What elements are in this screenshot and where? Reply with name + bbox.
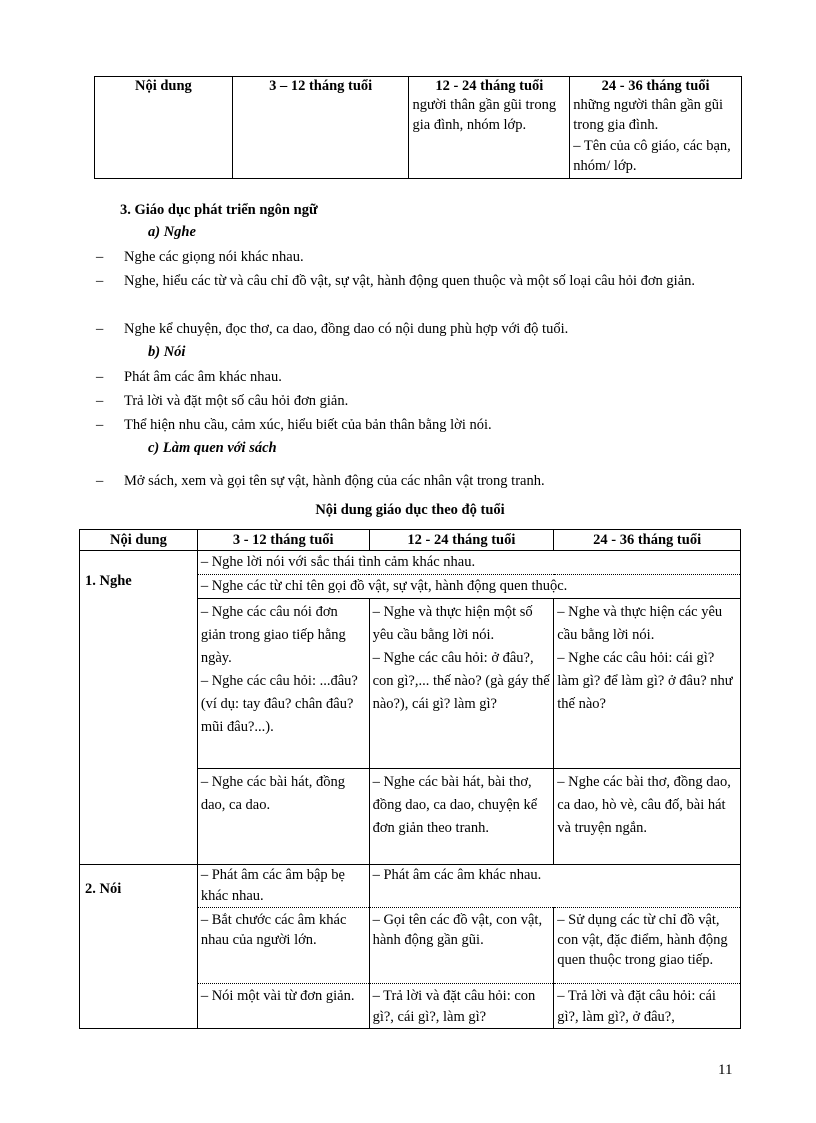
list-item-text: Nghe các giọng nói khác nhau.: [124, 249, 304, 265]
cell-text: – Nghe các câu hỏi: ...đâu? (ví dụ: tay đâu? chân đâu? mũi đâu?...).: [200, 673, 358, 735]
dash-bullet: –: [96, 393, 104, 409]
table-cell: [369, 599, 554, 769]
section-title: 3. Giáo dục phát triển ngôn ngữ: [120, 202, 318, 218]
cell-text: – Nghe các câu hỏi: ở đâu?, con gì?,... thế nào? (gà gáy thế nào?), cái gì? làm gì?: [372, 650, 550, 712]
cell-text: – Nghe và thực hiện một số yêu cầu bằng lời nói.: [372, 604, 533, 643]
cell-text: – Nghe lời nói với sắc thái tình cảm khác nhau.: [200, 554, 476, 570]
table-cell: [554, 599, 741, 769]
dash-bullet: –: [96, 249, 104, 265]
table-cell: [369, 769, 554, 865]
list-item-text: Thể hiện nhu cầu, cảm xúc, hiểu biết của bản thân bằng lời nói.: [124, 417, 492, 433]
dash-bullet: –: [96, 321, 104, 337]
list-item: [96, 390, 740, 412]
list-item-text: Nghe, hiểu các từ và câu chỉ đồ vật, sự vật, hành động quen thuộc và một số loại câu hỏi đơn giản.: [124, 273, 696, 289]
cell-text: – Bắt chước các âm khác nhau của người lớn.: [200, 912, 347, 948]
subsection-b-title: b) Nói: [148, 344, 186, 360]
continued-table: [94, 76, 742, 179]
cell-text: – Nghe các bài hát, bài thơ, đồng dao, ca dao, chuyện kể đơn giản theo tranh.: [372, 774, 538, 836]
top-header-3-12: [232, 77, 409, 179]
table-cell: [197, 575, 740, 599]
top-cell-24-36: [570, 77, 742, 179]
dash-bullet: –: [96, 273, 104, 289]
list-item-text: Nghe kể chuyện, đọc thơ, ca dao, đồng dao có nội dung phù hợp với độ tuổi.: [124, 321, 569, 337]
page-number: 11: [718, 1062, 733, 1078]
cell-text: – Trả lời và đặt câu hỏi: cái gì?, làm gì?, ở đâu?,: [557, 988, 716, 1025]
table-row: [80, 551, 741, 575]
table-cell: [197, 865, 369, 908]
row-label-nghe: [80, 551, 198, 865]
list-item: [96, 414, 740, 436]
cell-text: – Nghe các câu nói đơn giản trong giao tiếp hằng ngày.: [200, 604, 346, 666]
dash-bullet: –: [96, 369, 104, 385]
cell-text: – Sử dụng các từ chỉ đồ vật, con vật, đặc điểm, hành động quen thuộc trong giao tiếp.: [557, 912, 728, 968]
cell-text: người thân gần gũi trong gia đình, nhóm lớp.: [412, 97, 557, 133]
row-label-text: 2. Nói: [85, 881, 122, 897]
dash-bullet: –: [96, 473, 104, 489]
header-label: 24 - 36 tháng tuổi: [601, 78, 710, 94]
header-cell: 24 - 36 tháng tuổi: [554, 530, 741, 551]
list-item: [96, 318, 740, 340]
header-cell: Nội dung: [80, 530, 198, 551]
list-item: [96, 366, 740, 388]
table-cell: [197, 984, 369, 1029]
subsection-a-title: a) Nghe: [148, 224, 196, 240]
list-item: [96, 246, 740, 268]
cell-text: những người thân gần gũi trong gia đình.: [573, 97, 724, 133]
table-cell: [554, 984, 741, 1029]
cell-text: – Nói một vài từ đơn giản.: [200, 988, 355, 1004]
row-label-noi: [80, 865, 198, 1029]
header-cell: 3 - 12 tháng tuổi: [197, 530, 369, 551]
table-cell: [197, 551, 740, 575]
table-cell: [369, 984, 554, 1029]
header-label: Nội dung: [134, 78, 192, 94]
table-cell: [554, 769, 741, 865]
table-cell: [197, 908, 369, 984]
cell-text: – Tên của cô giáo, các bạn, nhóm/ lớp.: [573, 138, 731, 174]
header-cell: 12 - 24 tháng tuổi: [369, 530, 554, 551]
cell-text: – Nghe các câu hỏi: cái gì? làm gì? để làm gì? ở đâu? như thế nào?: [557, 650, 733, 712]
cell-text: – Nghe các từ chỉ tên gọi đồ vật, sự vật, hành động quen thuộc.: [200, 578, 568, 594]
list-item-text: Phát âm các âm khác nhau.: [124, 369, 282, 385]
list-item-text: Mở sách, xem và gọi tên sự vật, hành động của các nhân vật trong tranh.: [124, 473, 545, 489]
table-header-row: [80, 530, 741, 551]
table-cell: [197, 599, 369, 769]
cell-text: – Nghe và thực hiện các yêu cầu bằng lời nói.: [557, 604, 723, 643]
cell-text: – Phát âm các âm khác nhau.: [372, 867, 542, 883]
top-cell-12-24: [409, 77, 570, 179]
cell-text: – Gọi tên các đồ vật, con vật, hành động gần gũi.: [372, 912, 543, 948]
table-cell: [369, 865, 740, 908]
cell-text: – Nghe các bài thơ, đồng dao, ca dao, hò vè, câu đố, bài hát và truyện ngắn.: [557, 774, 731, 836]
cell-text: – Trả lời và đặt câu hỏi: con gì?, cái gì?, làm gì?: [372, 988, 536, 1025]
top-header-content: [95, 77, 233, 179]
list-item: [96, 270, 740, 292]
dash-bullet: –: [96, 417, 104, 433]
table-cell: [197, 769, 369, 865]
subsection-c-title: c) Làm quen với sách: [148, 440, 277, 456]
list-item-text: Trả lời và đặt một số câu hỏi đơn giản.: [124, 393, 349, 409]
education-content-table: [79, 529, 741, 1029]
row-label-text: 1. Nghe: [85, 573, 132, 589]
table-row: [80, 865, 741, 908]
header-label: 12 - 24 tháng tuổi: [435, 78, 544, 94]
cell-text: – Phát âm các âm bập bẹ khác nhau.: [200, 867, 345, 904]
table-cell: [554, 908, 741, 984]
table-cell: [369, 908, 554, 984]
table-title: Nội dung giáo dục theo độ tuổi: [315, 502, 505, 518]
cell-text: – Nghe các bài hát, đồng dao, ca dao.: [200, 774, 345, 813]
list-item: [96, 470, 740, 492]
header-label: 3 – 12 tháng tuổi: [269, 78, 373, 94]
